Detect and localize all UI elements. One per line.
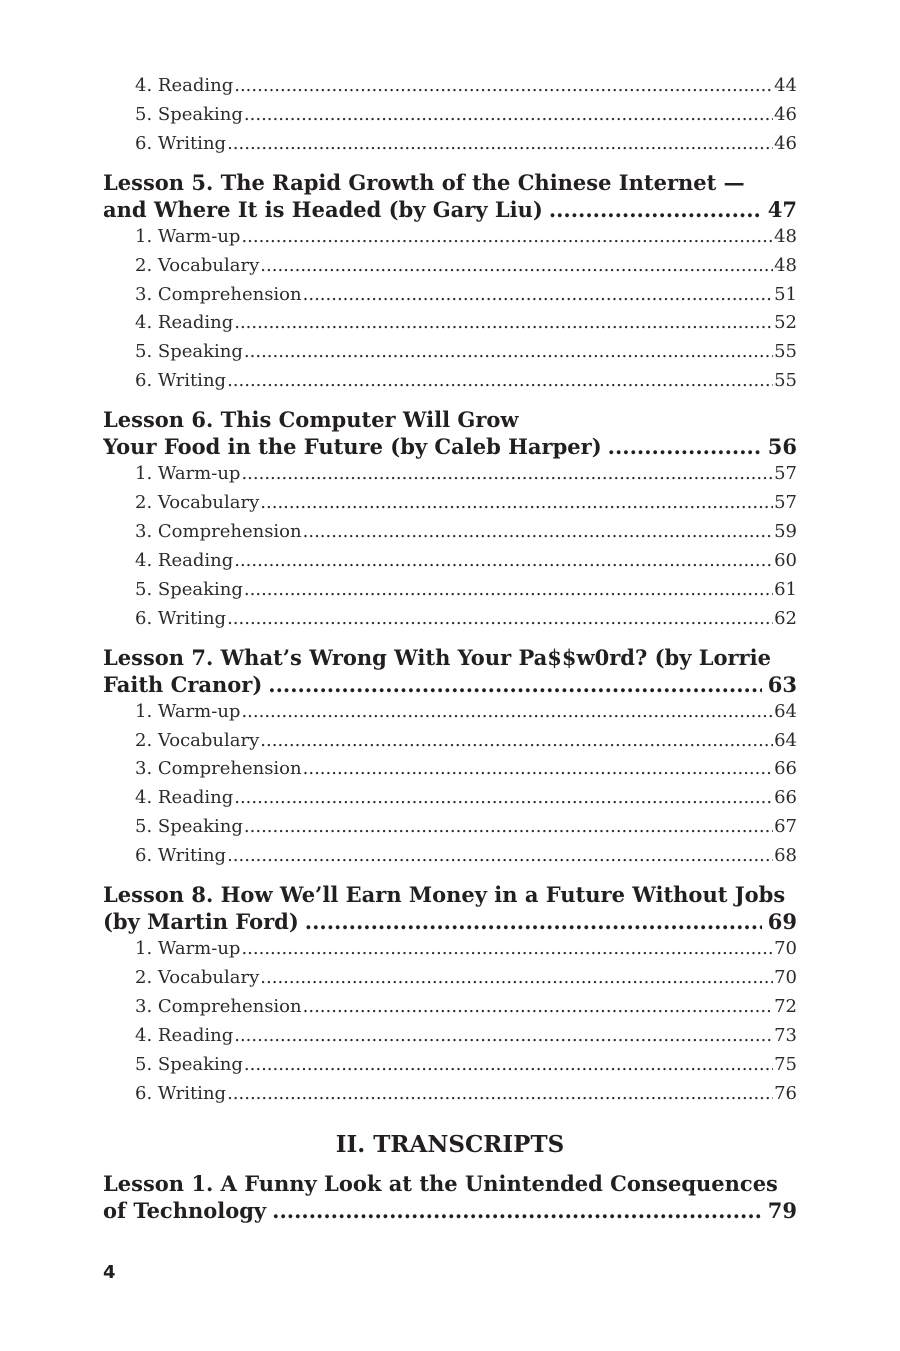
toc-item bbox=[103, 460, 797, 489]
toc-item-label: 2. Vocabulary bbox=[135, 966, 260, 988]
toc-item bbox=[103, 727, 797, 756]
toc-item-page: 46 bbox=[774, 132, 797, 154]
toc-item bbox=[103, 547, 797, 576]
toc-item bbox=[103, 309, 797, 338]
toc-item-page: 64 bbox=[774, 700, 797, 722]
toc-item bbox=[103, 842, 797, 871]
lesson-title-line2: (by Martin Ford) bbox=[103, 909, 299, 935]
toc-item-page: 72 bbox=[774, 995, 797, 1017]
lesson-title-line2: Your Food in the Future (by Caleb Harper) bbox=[103, 434, 602, 460]
toc-item-page: 75 bbox=[774, 1053, 797, 1075]
toc-item-page: 68 bbox=[774, 845, 797, 867]
toc-item bbox=[103, 367, 797, 396]
toc-item bbox=[103, 489, 797, 518]
lesson-title-line1: Lesson 6. This Computer Will Grow bbox=[103, 407, 519, 433]
toc-item-page: 70 bbox=[774, 938, 797, 960]
toc-item-label: 2. Vocabulary bbox=[135, 492, 260, 514]
toc-item-page: 66 bbox=[774, 758, 797, 780]
toc-item-label: 1. Warm-up bbox=[135, 700, 241, 722]
toc-item bbox=[103, 338, 797, 367]
table-of-contents bbox=[103, 72, 797, 1224]
lesson-title-line2: Faith Cranor) bbox=[103, 671, 263, 697]
toc-item bbox=[103, 1051, 797, 1080]
lesson-page: 79 bbox=[767, 1198, 797, 1224]
toc-item-label: 3. Comprehension bbox=[135, 995, 302, 1017]
toc-item-label: 5. Speaking bbox=[135, 816, 243, 838]
toc-item bbox=[103, 1022, 797, 1051]
toc-item bbox=[103, 130, 797, 159]
lesson-title-line2: of Technology bbox=[103, 1198, 267, 1224]
toc-item-label: 6. Writing bbox=[135, 370, 227, 392]
lesson-page: 63 bbox=[767, 671, 797, 697]
toc-item-page: 57 bbox=[774, 492, 797, 514]
toc-item bbox=[103, 964, 797, 993]
lesson-heading bbox=[103, 169, 797, 223]
toc-item-page: 66 bbox=[774, 787, 797, 809]
toc-item bbox=[103, 101, 797, 130]
toc-item-page: 76 bbox=[774, 1082, 797, 1104]
toc-item-label: 4. Reading bbox=[135, 787, 234, 809]
toc-item bbox=[103, 935, 797, 964]
toc-item-label: 5. Speaking bbox=[135, 103, 243, 125]
toc-item-label: 5. Speaking bbox=[135, 578, 243, 600]
toc-item-label: 4. Reading bbox=[135, 1024, 234, 1046]
toc-item-page: 48 bbox=[774, 225, 797, 247]
toc-item-page: 57 bbox=[774, 463, 797, 485]
toc-item-label: 1. Warm-up bbox=[135, 938, 241, 960]
toc-item-page: 61 bbox=[774, 578, 797, 600]
toc-item bbox=[103, 993, 797, 1022]
toc-item-label: 3. Comprehension bbox=[135, 520, 302, 542]
lesson-title-line1: Lesson 5. The Rapid Growth of the Chinese Internet — bbox=[103, 169, 745, 195]
toc-item-label: 6. Writing bbox=[135, 845, 227, 867]
toc-item bbox=[103, 698, 797, 727]
toc-top-items bbox=[103, 72, 797, 159]
toc-item-label: 2. Vocabulary bbox=[135, 729, 260, 751]
lesson-page: 56 bbox=[767, 434, 797, 460]
lesson-heading bbox=[103, 1170, 797, 1224]
toc-item-page: 52 bbox=[774, 312, 797, 334]
toc-item-page: 55 bbox=[774, 341, 797, 363]
toc-item-label: 5. Speaking bbox=[135, 1053, 243, 1075]
lesson-heading bbox=[103, 406, 797, 460]
toc-item-label: 6. Writing bbox=[135, 607, 227, 629]
toc-item bbox=[103, 223, 797, 252]
toc-item-label: 1. Warm-up bbox=[135, 225, 241, 247]
lesson-title-line1: Lesson 1. A Funny Look at the Unintended Consequences bbox=[103, 1171, 778, 1197]
toc-item bbox=[103, 755, 797, 784]
toc-item-page: 62 bbox=[774, 607, 797, 629]
toc-item-page: 70 bbox=[774, 966, 797, 988]
toc-item-label: 4. Reading bbox=[135, 312, 234, 334]
toc-transcript-lesson-1 bbox=[103, 1170, 797, 1224]
toc-item-page: 48 bbox=[774, 254, 797, 276]
toc-item-page: 67 bbox=[774, 816, 797, 838]
toc-item-page: 64 bbox=[774, 729, 797, 751]
lesson-heading bbox=[103, 881, 797, 935]
lesson-title-line1: Lesson 7. What’s Wrong With Your Pa$$w0rd? (by Lorrie bbox=[103, 644, 771, 670]
toc-item-label: 4. Reading bbox=[135, 75, 234, 96]
lesson-page: 47 bbox=[767, 196, 797, 222]
toc-item bbox=[103, 72, 797, 101]
toc-item-label: 1. Warm-up bbox=[135, 463, 241, 485]
toc-item-page: 51 bbox=[774, 283, 797, 305]
lesson-page: 69 bbox=[767, 909, 797, 935]
toc-item bbox=[103, 518, 797, 547]
toc-item bbox=[103, 784, 797, 813]
toc-item bbox=[103, 605, 797, 634]
toc-item-page: 73 bbox=[774, 1024, 797, 1046]
toc-item-label: 6. Writing bbox=[135, 132, 227, 154]
lesson-heading bbox=[103, 644, 797, 698]
toc-item-label: 3. Comprehension bbox=[135, 758, 302, 780]
toc-item bbox=[103, 1080, 797, 1109]
toc-item bbox=[103, 281, 797, 310]
toc-item-page: 46 bbox=[774, 103, 797, 125]
toc-item-label: 6. Writing bbox=[135, 1082, 227, 1104]
toc-lesson-6 bbox=[103, 406, 797, 633]
toc-item bbox=[103, 576, 797, 605]
toc-item-label: 5. Speaking bbox=[135, 341, 243, 363]
toc-item-label: 2. Vocabulary bbox=[135, 254, 260, 276]
toc-item-page: 59 bbox=[774, 520, 797, 542]
toc-lesson-8 bbox=[103, 881, 797, 1108]
toc-item bbox=[103, 252, 797, 281]
toc-item bbox=[103, 813, 797, 842]
lesson-title-line1: Lesson 8. How We’ll Earn Money in a Future Without Jobs bbox=[103, 882, 786, 908]
toc-item-page: 44 bbox=[774, 75, 797, 96]
lesson-title-line2: and Where It is Headed (by Gary Liu) bbox=[103, 196, 543, 222]
toc-lesson-7 bbox=[103, 644, 797, 871]
toc-lesson-5 bbox=[103, 169, 797, 396]
toc-item-label: 3. Comprehension bbox=[135, 283, 302, 305]
toc-item-label: 4. Reading bbox=[135, 549, 234, 571]
section-heading: II. TRANSCRIPTS bbox=[335, 1131, 565, 1159]
page-number: 4 bbox=[103, 1262, 116, 1283]
toc-item-page: 60 bbox=[774, 549, 797, 571]
toc-item-page: 55 bbox=[774, 370, 797, 392]
